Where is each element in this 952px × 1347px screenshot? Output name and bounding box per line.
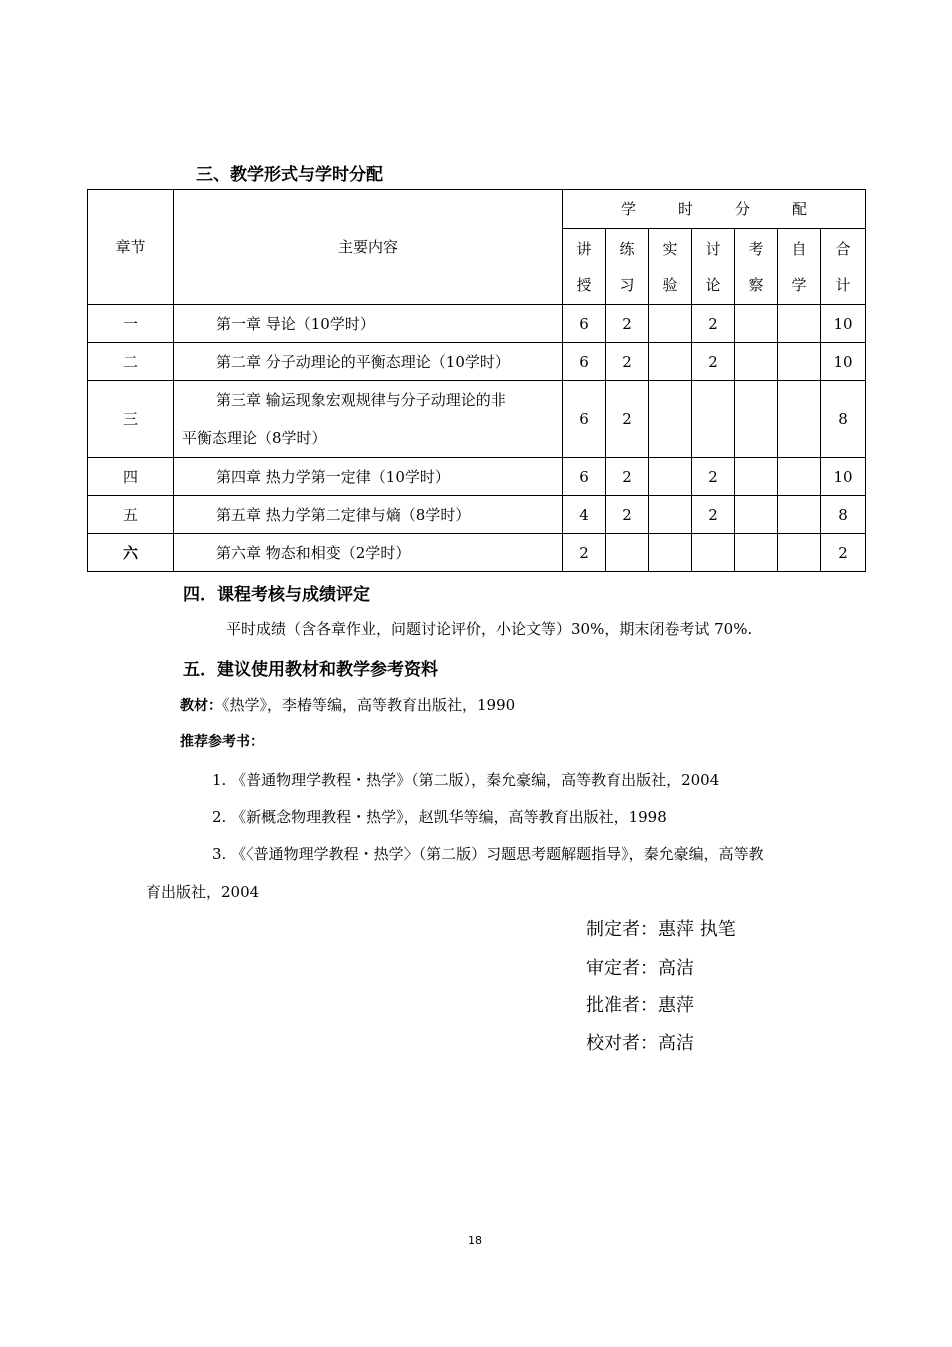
refs-label: 推荐参考书： [180,734,264,750]
value-cell [649,305,692,343]
value-cell: 6 [563,381,606,458]
value-cell: 10 [821,305,866,343]
chapter-cell: 五 [88,496,174,534]
value-cell: 6 [563,343,606,381]
assessment-text: 平时成绩（含各章作业，问题讨论评价，小论文等）30%，期末闭卷考试 70%. [226,620,753,638]
section3-title: 三、教学形式与学时分配 [196,165,383,185]
value-cell [606,534,649,572]
value-cell [692,534,735,572]
value-cell [649,496,692,534]
value-cell [735,458,778,496]
table-row [88,305,866,343]
hours-allocation-table [87,189,866,572]
value-cell [778,381,821,458]
value-cell: 2 [606,496,649,534]
content-cell: 第五章 热力学第二定律与熵（8学时） [174,496,563,534]
reference-item: 1. 《普通物理学教程・热学》（第二版），秦允豪编，高等教育出版社，2004 [212,771,720,789]
header-practice: 练 习 [606,229,649,305]
section4-title: 四．课程考核与成绩评定 [183,585,370,605]
value-cell [778,496,821,534]
page-number: 18 [468,1234,482,1247]
table-row [88,381,866,458]
value-cell: 2 [606,305,649,343]
header-hours-allocation: 学 时 分 配 [563,190,866,229]
header-total: 合 计 [821,229,866,305]
value-cell: 2 [606,458,649,496]
value-cell: 10 [821,458,866,496]
value-cell: 8 [821,381,866,458]
header-chapter: 章节 [88,190,174,305]
chapter-cell: 二 [88,343,174,381]
signature-drafter: 制定者：惠萍 执笔 [586,919,736,940]
chapter-cell: 一 [88,305,174,343]
value-cell [649,343,692,381]
textbook-label: 教材： [180,698,222,714]
section5-title: 五．建议使用教材和教学参考资料 [183,660,438,680]
signature-approver: 批准者：惠萍 [586,995,694,1016]
value-cell [735,496,778,534]
chapter-cell: 六 [88,534,174,572]
reference-item: 2. 《新概念物理教程・热学》，赵凯华等编，高等教育出版社，1998 [212,808,667,826]
chapter-cell: 三 [88,381,174,458]
value-cell [778,343,821,381]
value-cell [692,381,735,458]
header-experiment: 实 验 [649,229,692,305]
value-cell: 2 [606,343,649,381]
value-cell: 2 [563,534,606,572]
value-cell: 4 [563,496,606,534]
value-cell [649,381,692,458]
signature-proofreader: 校对者：高洁 [586,1033,694,1054]
table-row [88,496,866,534]
textbook-value: 《热学》，李椿等编，高等教育出版社，1990 [222,696,516,714]
value-cell [735,534,778,572]
chapter-cell: 四 [88,458,174,496]
content-cell: 第二章 分子动理论的平衡态理论（10学时） [174,343,563,381]
value-cell: 2 [692,496,735,534]
content-cell: 第六章 物态和相变（2学时） [174,534,563,572]
value-cell: 8 [821,496,866,534]
signature-reviewer: 审定者：高洁 [586,958,694,979]
value-cell [735,343,778,381]
header-content: 主要内容 [174,190,563,305]
reference-item: 3. 《〈普通物理学教程・热学〉（第二版）习题思考题解题指导》，秦允豪编，高等教 [212,845,764,863]
value-cell [735,305,778,343]
value-cell: 6 [563,305,606,343]
table-row [88,534,866,572]
header-lecture: 讲 授 [563,229,606,305]
value-cell: 2 [692,343,735,381]
value-cell [649,534,692,572]
value-cell: 2 [821,534,866,572]
header-self-study: 自 学 [778,229,821,305]
header-discussion: 讨 论 [692,229,735,305]
reference-item-continuation: 育出版社，2004 [146,883,260,901]
textbook-line [180,694,515,715]
value-cell [778,458,821,496]
content-cell: 第一章 导论（10学时） [174,305,563,343]
value-cell: 6 [563,458,606,496]
content-cell: 第三章 输运现象宏观规律与分子动理论的非 平衡态理论（8学时） [174,381,563,458]
value-cell [735,381,778,458]
value-cell [778,534,821,572]
value-cell [778,305,821,343]
value-cell: 2 [692,305,735,343]
value-cell: 10 [821,343,866,381]
table-row [88,458,866,496]
value-cell: 2 [692,458,735,496]
content-cell: 第四章 热力学第一定律（10学时） [174,458,563,496]
header-assessment: 考 察 [735,229,778,305]
value-cell [649,458,692,496]
value-cell: 2 [606,381,649,458]
table-row [88,343,866,381]
